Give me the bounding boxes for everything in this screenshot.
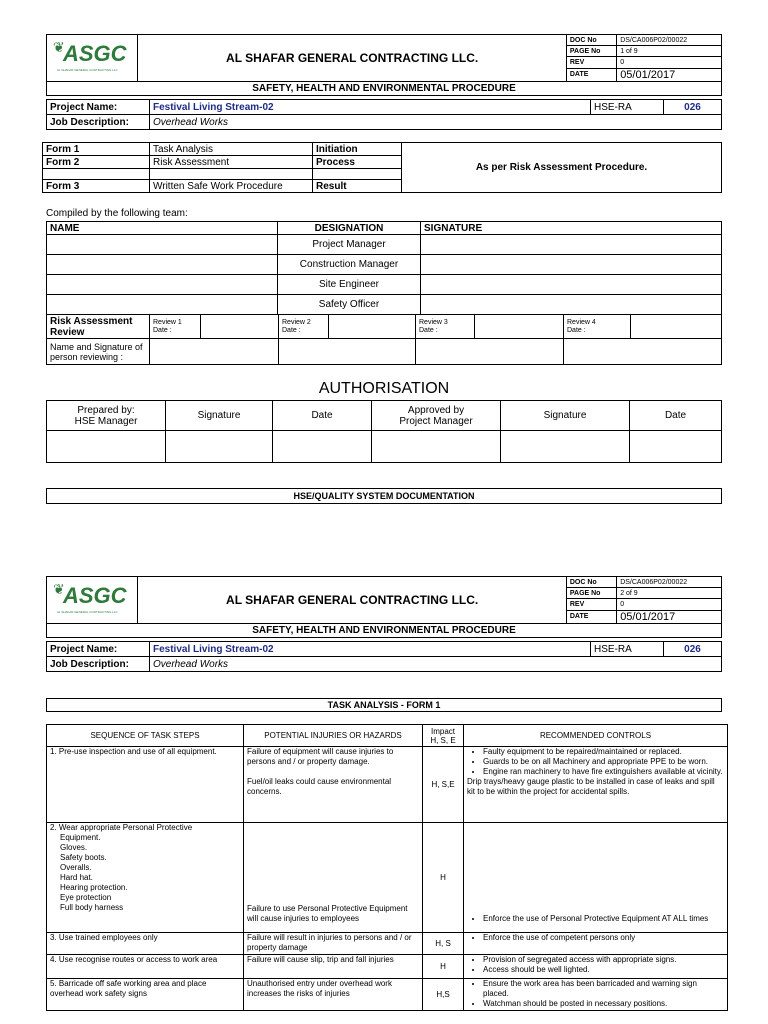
form1-label: Form 1 — [43, 143, 150, 156]
project-name-2: Festival Living Stream-02 — [150, 642, 591, 657]
form3-desc: Written Safe Work Procedure — [150, 180, 313, 193]
table-row: 5. Barricade off safe working area and place overhead work safety signs Unauthorised entry under overhead work increases the risks of injuries H,S • Ensure the work area has been barricaded and warning sign placed. • Watchman should be posted in necessary positions. — [47, 979, 728, 1011]
hse-doc-label: HSE/QUALITY SYSTEM DOCUMENTATION — [293, 491, 475, 501]
signature-header: SIGNATURE — [421, 222, 722, 235]
col-sequence: SEQUENCE OF TASK STEPS — [47, 725, 244, 747]
company-name-2: AL SHAFAR GENERAL CONTRACTING LLC. — [138, 577, 566, 624]
logo-text: ASGC — [63, 583, 127, 608]
page-no-label: PAGE No — [566, 46, 616, 57]
job-description-2: Overhead Works — [150, 657, 722, 672]
date-label: DATE — [566, 68, 616, 81]
form1-desc: Task Analysis — [150, 143, 313, 156]
form3-label: Form 3 — [43, 180, 150, 193]
table-row: 1. Pre-use inspection and use of all equipment. Failure of equipment will cause injuries to persons and / or property damage. Fuel/oil leaks could cause environmental concerns. H, S,E • Faulty equipment to be repaired/maintained or replaced. • Guards to be on all Machinery and appropriate PPE to be worn. • Engine ran machinery to have fire extinguishers available at vicinity. Drip trays/heavy gauge plastic to be installed in case of leaks and spill kit to be within the project for accidental spills. — [47, 747, 728, 823]
hse-doc-footer — [46, 488, 722, 504]
form1-stage: Initiation — [313, 143, 402, 156]
role-construction-manager: Construction Manager — [278, 255, 421, 275]
prepared-by: Prepared by: HSE Manager — [47, 401, 166, 431]
col-controls: RECOMMENDED CONTROLS — [464, 725, 728, 747]
logo-leaf-icon: ❦ — [53, 581, 65, 597]
procedure-title-2: SAFETY, HEALTH AND ENVIRONMENTAL PROCEDURE — [47, 624, 722, 638]
role-safety-officer: Safety Officer — [278, 295, 421, 315]
role-site-engineer: Site Engineer — [278, 275, 421, 295]
approved-by: Approved by Project Manager — [372, 401, 501, 431]
logo-text: ASGC — [63, 41, 127, 66]
table-row: 4. Use recognise routes or access to work area Failure will cause slip, trip and fall injuries H • Provision of segregated access with appropriate signs. • Access should be well lighted. — [47, 955, 728, 979]
team-table — [46, 221, 722, 365]
company-name: AL SHAFAR GENERAL CONTRACTING LLC. — [138, 35, 566, 82]
rev-label: REV — [566, 57, 616, 68]
job-description: Overhead Works — [150, 115, 722, 130]
review-3: Review 3 Date : — [416, 315, 475, 339]
project-label: Project Name: — [47, 100, 150, 115]
forms-table — [42, 142, 722, 193]
project-name: Festival Living Stream-02 — [150, 100, 591, 115]
table-row: 2. Wear appropriate Personal Protective Equipment. Gloves. Safety boots. Overalls. Hard hat. Hearing protection. Eye protection Full body harness Failure to use Personal Protective Equipment will cause injuries to employees H • Enforce the use of Personal Protective Equipment AT ALL times — [47, 823, 728, 933]
form2-stage: Process — [313, 156, 402, 169]
signature-col-2: Signature — [501, 401, 630, 431]
doc-no-label: DOC No — [566, 35, 616, 46]
procedure-title: SAFETY, HEALTH AND ENVIRONMENTAL PROCEDURE — [47, 82, 722, 96]
task-analysis-title-box — [46, 698, 722, 712]
company-logo-2 — [47, 577, 138, 624]
rev-value: 0 — [617, 57, 722, 68]
compiled-by-text: Compiled by the following team: — [46, 208, 188, 219]
page2-header: ❦ ASGC AL SHAFAR GENERAL CONTRACTING LLC AL SHAFAR GENERAL CONTRACTING LLC. DOC No DS/CA006P02/00022 PAGE No 2 of 9 REV 0 DATE 05/01/2017 SAFETY, HEALTH AND ENVIRONMENTAL PROCEDURE Project Name: Festival Living Stream-02 HSE-RA 026 Job Description: Overhead Works — [46, 576, 722, 672]
doc-no: DS/CA006P02/00022 — [617, 35, 722, 46]
authorisation-title: AUTHORISATION — [318, 380, 450, 397]
name-header: NAME — [47, 222, 278, 235]
logo-leaf-icon: ❦ — [53, 39, 65, 55]
company-logo — [47, 35, 138, 82]
hse-label: HSE-RA — [591, 100, 664, 115]
task-analysis-title: TASK ANALYSIS - FORM 1 — [327, 700, 441, 710]
job-label: Job Description: — [47, 115, 150, 130]
name-signature-label: Name and Signature of person reviewing : — [47, 339, 150, 365]
task-analysis-table — [46, 724, 728, 1011]
date-col-1: Date — [273, 401, 372, 431]
date-value: 05/01/2017 — [617, 68, 722, 81]
review-label: Risk Assessment Review — [47, 315, 150, 339]
logo-subtext: AL SHAFAR GENERAL CONTRACTING LLC — [57, 68, 118, 72]
role-project-manager: Project Manager — [278, 235, 421, 255]
form3-stage: Result — [313, 180, 402, 193]
table-row: 3. Use trained employees only Failure will result in injuries to persons and / or property damage H, S • Enforce the use of competent persons only — [47, 933, 728, 955]
page-no: 1 of 9 — [617, 46, 722, 57]
page-no-2: 2 of 9 — [617, 588, 722, 599]
forms-note: As per Risk Assessment Procedure. — [402, 143, 722, 193]
col-impact: Impact H, S, E — [423, 725, 464, 747]
date-col-2: Date — [630, 401, 722, 431]
hse-number: 026 — [664, 100, 722, 115]
designation-header: DESIGNATION — [278, 222, 421, 235]
review-2: Review 2 Date : — [279, 315, 329, 339]
form2-desc: Risk Assessment — [150, 156, 313, 169]
form2-label: Form 2 — [43, 156, 150, 169]
review-1: Review 1 Date : — [150, 315, 201, 339]
logo-subtext: AL SHAFAR GENERAL CONTRACTING LLC — [57, 610, 118, 614]
authorisation-table — [46, 400, 722, 463]
page1-header — [46, 34, 722, 130]
signature-col-1: Signature — [166, 401, 273, 431]
col-hazards: POTENTIAL INJURIES OR HAZARDS — [244, 725, 423, 747]
review-4: Review 4 Date : — [564, 315, 631, 339]
